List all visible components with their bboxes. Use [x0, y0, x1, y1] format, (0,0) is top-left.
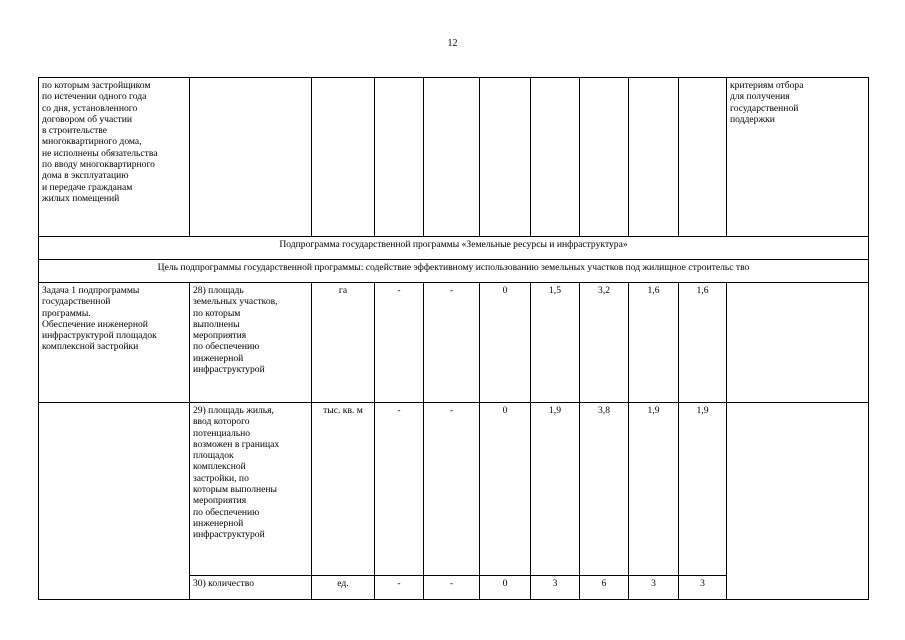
value-cell	[375, 78, 424, 237]
indicator-cell: 29) площадь жилья, ввод которого потенциально возможен в границах площадок комплексной застройки, по которым выполнены мероприятия по обеспечению инженерной инфраструктурой	[190, 403, 312, 576]
note-cell	[727, 403, 869, 600]
value-cell: 0	[480, 283, 531, 403]
value-cell: 1,9	[531, 403, 580, 576]
unit-cell	[312, 78, 375, 237]
value-cell: 1,6	[679, 283, 727, 403]
value-cell: 3	[679, 576, 727, 600]
indicator-cell	[190, 78, 312, 237]
subprogram-goal-row	[39, 260, 869, 283]
value-cell: -	[375, 403, 424, 576]
table-row	[39, 283, 869, 403]
subprogram-title-row	[39, 237, 869, 260]
value-cell: 0	[480, 576, 531, 600]
table-row	[39, 78, 869, 237]
page-number: 12	[447, 38, 458, 49]
unit-cell: ед.	[312, 576, 375, 600]
value-cell: -	[424, 283, 480, 403]
indicators-table	[38, 77, 869, 600]
value-cell	[531, 78, 580, 237]
value-cell: -	[424, 576, 480, 600]
value-cell	[424, 78, 480, 237]
value-cell: 1,6	[629, 283, 679, 403]
indicator-cell: 30) количество	[190, 576, 312, 600]
task-cell: по которым застройщиком по истечении одного года со дня, установленного договором об участии в строительстве многоквартирного дома, не исполнены обязательства по вводу многоквартирного дома в эксплуатацию и передаче гражданам жилых помещений	[39, 78, 190, 237]
value-cell	[679, 78, 727, 237]
value-cell: 3	[629, 576, 679, 600]
value-cell: -	[424, 403, 480, 576]
value-cell: 3,8	[580, 403, 629, 576]
value-cell	[480, 78, 531, 237]
indicator-cell: 28) площадь земельных участков, по которым выполнены мероприятия по обеспечению инженерной инфраструктурой	[190, 283, 312, 403]
table-row	[39, 403, 869, 576]
value-cell	[629, 78, 679, 237]
unit-cell: тыс. кв. м	[312, 403, 375, 576]
value-cell: 3,2	[580, 283, 629, 403]
value-cell: 6	[580, 576, 629, 600]
task-cell: Задача 1 подпрограммы государственной программы. Обеспечение инженерной инфраструктурой площадок комплексной застройки	[39, 283, 190, 403]
subprogram-title: Подпрограмма государственной программы «Земельные ресурсы и инфраструктура»	[39, 237, 869, 260]
value-cell: 1,9	[629, 403, 679, 576]
subprogram-goal: Цель подпрограммы государственной программы: содействие эффективному использованию земельных участков под жилищное строительс тво	[39, 260, 869, 283]
value-cell: 1,5	[531, 283, 580, 403]
task-cell	[39, 403, 190, 600]
value-cell: 0	[480, 403, 531, 576]
unit-cell: га	[312, 283, 375, 403]
note-cell	[727, 283, 869, 403]
value-cell: 3	[531, 576, 580, 600]
value-cell	[580, 78, 629, 237]
value-cell: -	[375, 283, 424, 403]
value-cell: -	[375, 576, 424, 600]
note-cell: критериям отбора для получения государственной поддержки	[727, 78, 869, 237]
value-cell: 1,9	[679, 403, 727, 576]
